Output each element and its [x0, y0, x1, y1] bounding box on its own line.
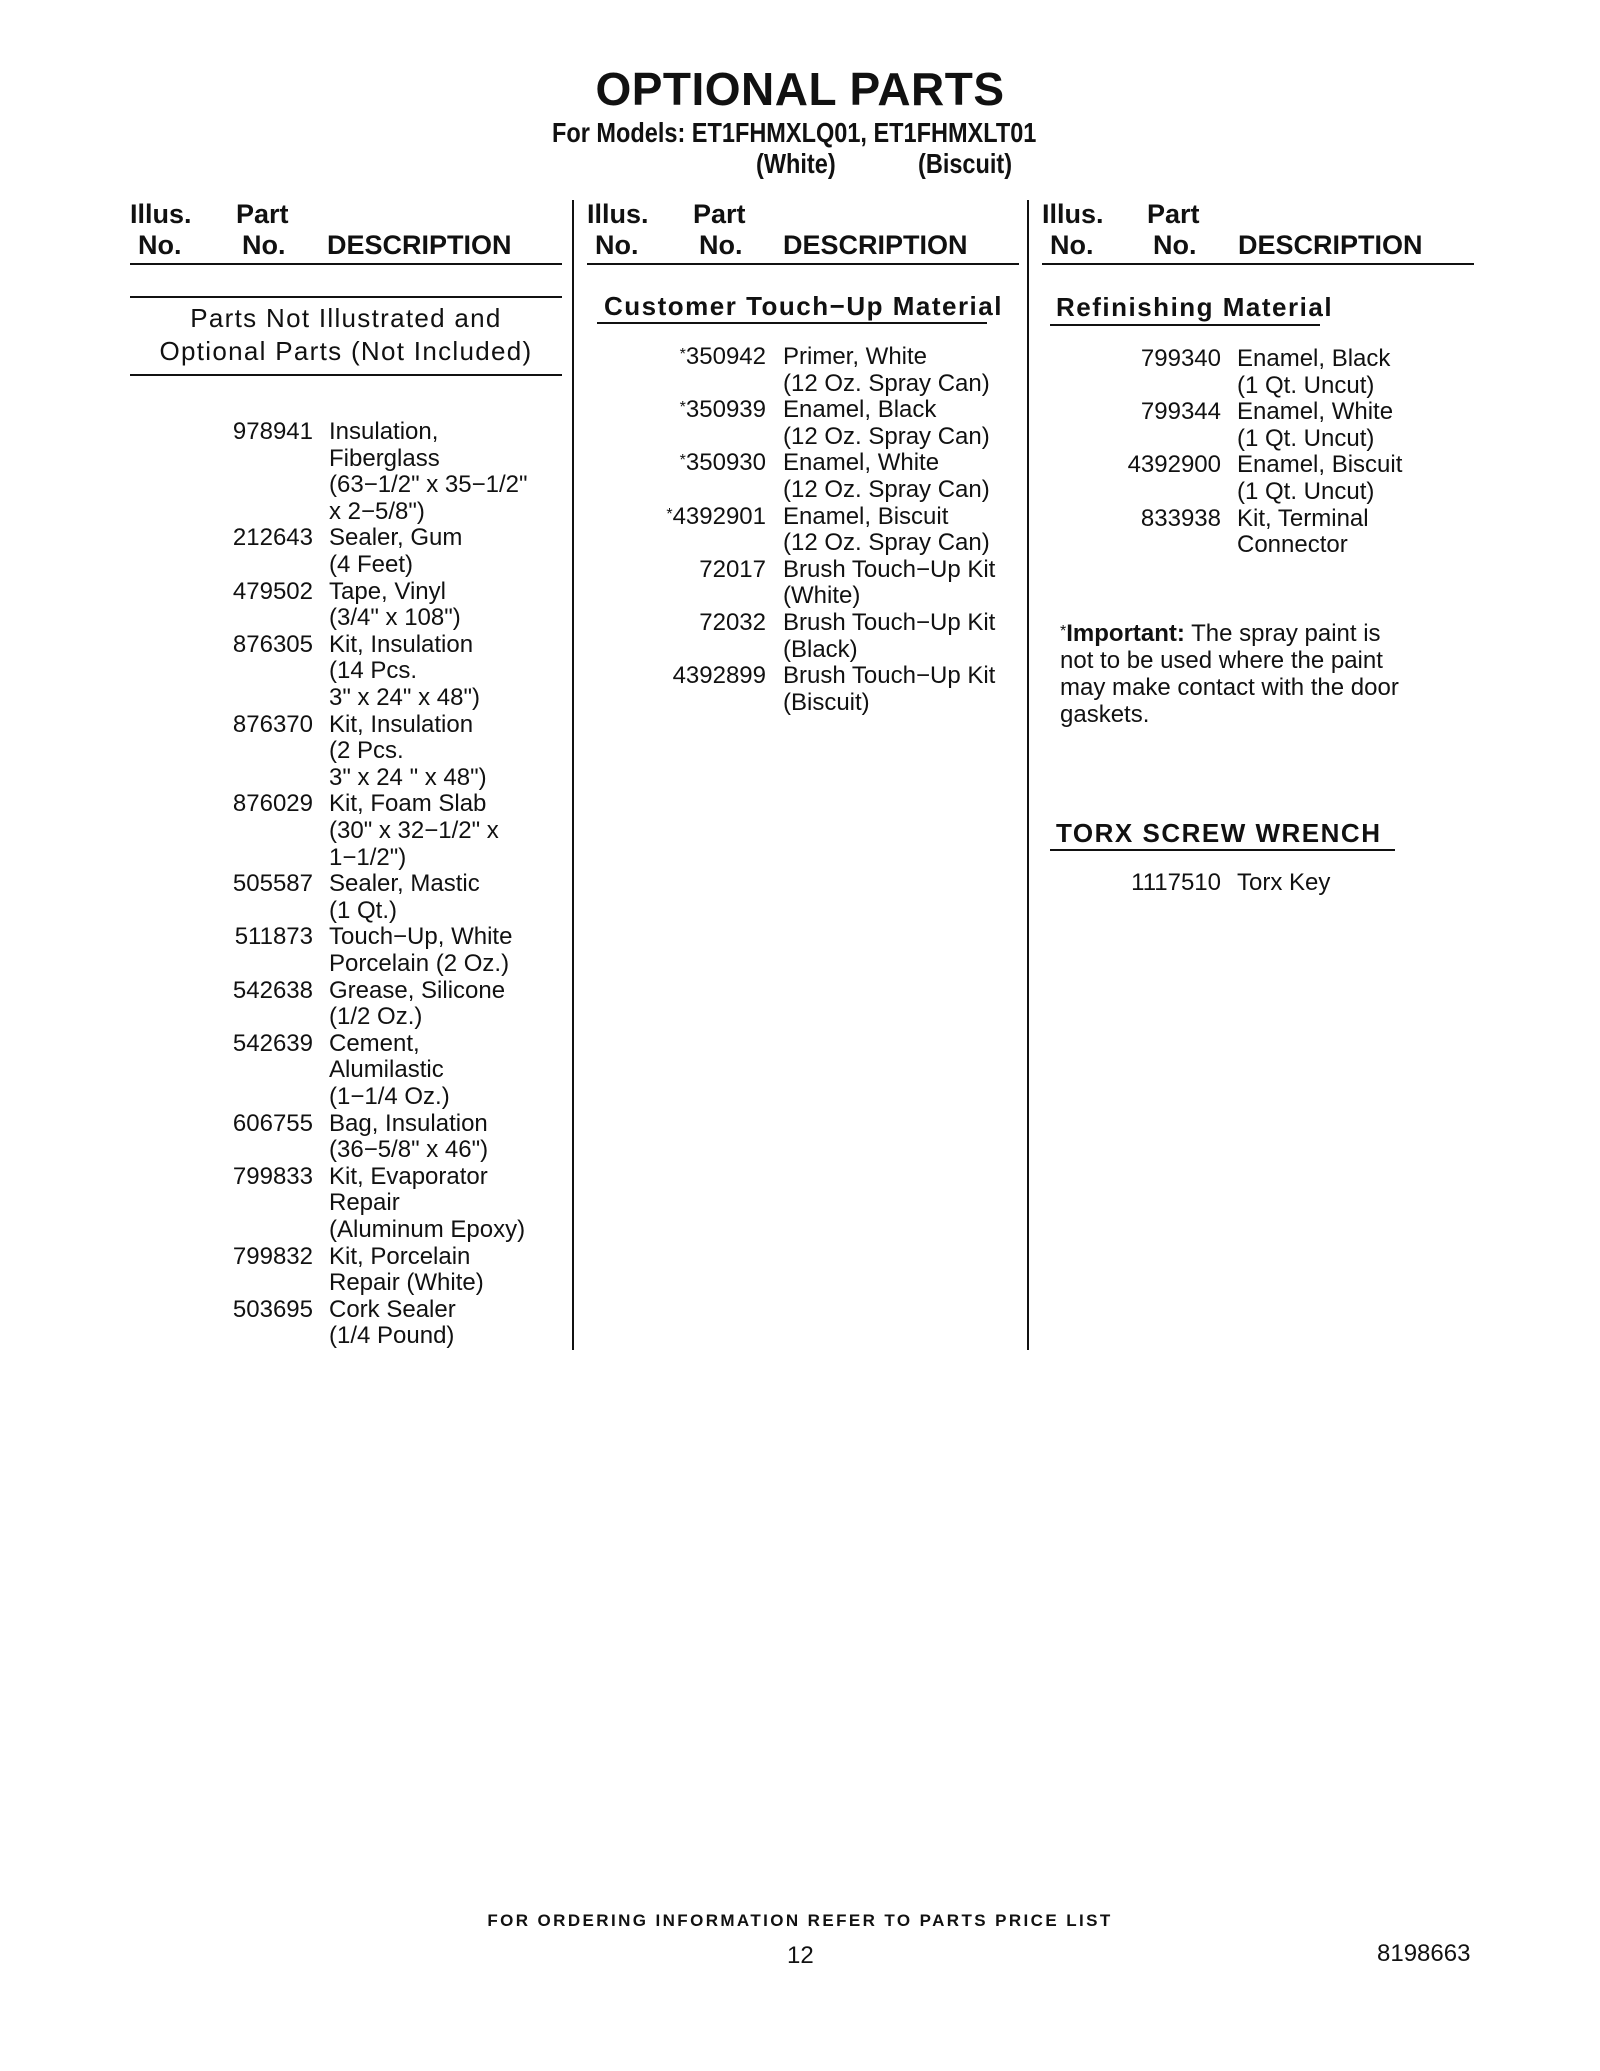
column-separator-1 [572, 200, 574, 1350]
part-description: Enamel, Black (1 Qt. Uncut) [1237, 345, 1391, 399]
part-number [1061, 399, 1221, 426]
part-description: Insulation, Fiberglass (63−1/2" x 35−1/2" x 2−5/8") [329, 418, 528, 525]
part-number [153, 525, 313, 552]
part-number [606, 397, 766, 424]
part-number-text: 72032 [699, 609, 766, 636]
asterisk-marker: * [666, 505, 673, 523]
color-white-label: (White) [756, 148, 836, 179]
part-description: Sealer, Gum (4 Feet) [329, 524, 463, 578]
note-text: The spray paint is not to be used where the paint may make contact with the door gaskets. [1060, 620, 1399, 728]
page-number: 12 [787, 1942, 814, 1969]
part-number-text: 212643 [232, 524, 313, 552]
part-number-text: 511873 [234, 923, 313, 951]
col2-partno-header: No. [699, 230, 743, 260]
part-description: Tape, Vinyl (3/4" x 108") [329, 577, 461, 632]
part-number [153, 978, 313, 1005]
col1-partno-header: No. [242, 230, 286, 260]
torx-section-rule [1050, 849, 1395, 851]
col2-header-rule [587, 263, 1019, 265]
part-number-text: 503695 [232, 1295, 313, 1323]
part-number-text: 4392901 [672, 502, 766, 530]
col2-part-header: Part [693, 199, 746, 229]
models-line: For Models: ET1FHMXLQ01, ET1FHMXLT01 [552, 117, 1037, 148]
part-number [153, 924, 313, 951]
part-number-text: 799832 [232, 1242, 313, 1270]
part-description: Primer, White (12 Oz. Spray Can) [783, 343, 990, 397]
part-number [153, 579, 313, 606]
part-number-text: 606755 [232, 1109, 313, 1137]
part-number [606, 663, 766, 690]
part-number-text: 799340 [1140, 345, 1221, 372]
col2-illus-header: Illus. [587, 199, 649, 229]
part-description: Cement, Alumilastic (1−1/4 Oz.) [329, 1029, 450, 1110]
part-description: Brush Touch−Up Kit (Biscuit) [783, 662, 996, 716]
part-number-text: 4392900 [1127, 451, 1221, 479]
part-number-text: 833938 [1140, 504, 1221, 532]
page-title: OPTIONAL PARTS [595, 63, 1005, 115]
col3-section-rule [1050, 324, 1320, 326]
part-description: Enamel, White (12 Oz. Spray Can) [783, 449, 990, 503]
part-number [606, 450, 766, 477]
part-number [153, 1164, 313, 1191]
part-number-text: 542639 [232, 1029, 313, 1057]
part-number [153, 871, 313, 898]
document-number: 8198663 [1377, 1940, 1471, 1967]
part-number-text: 350942 [685, 343, 766, 370]
asterisk-marker: * [679, 399, 686, 417]
part-description: Kit, Insulation (2 Pcs. 3" x 24 " x 48") [329, 710, 487, 791]
part-number [153, 712, 313, 739]
part-description: Kit, Porcelain Repair (White) [329, 1242, 484, 1297]
part-number [153, 1031, 313, 1058]
part-description: Enamel, Biscuit (12 Oz. Spray Can) [783, 502, 990, 557]
color-biscuit-label: (Biscuit) [918, 148, 1013, 179]
part-number-text: 876370 [232, 710, 313, 738]
part-description: Kit, Insulation (14 Pcs. 3" x 24" x 48") [329, 630, 480, 711]
part-number [1061, 506, 1221, 533]
col1-description-header: DESCRIPTION [327, 230, 512, 260]
part-number-text: 542638 [232, 976, 313, 1004]
part-description: Brush Touch−Up Kit (Black) [783, 609, 996, 663]
col2-section-title: Customer Touch−Up Material [604, 291, 1003, 321]
part-number-text: 479502 [232, 577, 313, 605]
torx-section-title: TORX SCREW WRENCH [1056, 818, 1382, 848]
part-description: Touch−Up, White Porcelain (2 Oz.) [329, 923, 513, 977]
part-description: Bag, Insulation (36−5/8" x 46") [329, 1109, 489, 1164]
part-number-text: 4392899 [672, 662, 766, 690]
col1-section-title-line1: Parts Not Illustrated and [190, 303, 502, 333]
col3-illus-header: Illus. [1042, 199, 1104, 229]
part-description: Kit, Foam Slab (30" x 32−1/2" x 1−1/2") [329, 790, 499, 871]
part-number-text: 350930 [685, 449, 766, 477]
ordering-info: FOR ORDERING INFORMATION REFER TO PARTS PRICE LIST [487, 1911, 1113, 1930]
part-number [153, 1297, 313, 1324]
part-number-text: 1117510 [1131, 869, 1221, 896]
part-number-text: 350939 [685, 396, 766, 424]
part-number-text: 505587 [232, 870, 313, 898]
part-number [606, 504, 766, 531]
col2-description-header: DESCRIPTION [783, 230, 968, 260]
col3-part-header: Part [1147, 199, 1200, 229]
part-number-text: 799833 [232, 1162, 313, 1190]
part-description: Enamel, White (1 Qt. Uncut) [1237, 398, 1394, 452]
asterisk-marker: * [679, 452, 686, 470]
part-number [606, 344, 766, 371]
col3-no-header: No. [1050, 230, 1094, 260]
col2-no-header: No. [595, 230, 639, 260]
part-number [1061, 452, 1221, 479]
part-number-text: 799344 [1140, 398, 1221, 426]
part-number [606, 557, 766, 584]
note-asterisk: * [1060, 623, 1067, 640]
part-number-text: 876305 [232, 630, 313, 658]
col1-no-header: No. [138, 230, 182, 260]
asterisk-marker: * [679, 346, 686, 363]
part-description: Grease, Silicone (1/2 Oz.) [329, 976, 506, 1031]
col3-description-header: DESCRIPTION [1238, 230, 1423, 260]
part-number-text: 72017 [699, 555, 766, 583]
col1-section-rule-bottom [130, 374, 562, 376]
part-description: Torx Key [1237, 869, 1331, 896]
col1-section-rule-top [130, 296, 562, 298]
col3-header-rule [1042, 263, 1474, 265]
col1-header-rule [130, 263, 562, 265]
part-number [153, 1244, 313, 1271]
column-separator-2 [1027, 200, 1029, 1350]
part-description: Enamel, Biscuit (1 Qt. Uncut) [1237, 451, 1403, 505]
col1-illus-header: Illus. [130, 199, 192, 229]
part-number [1061, 870, 1221, 897]
note-bold-label: Important: [1066, 620, 1185, 647]
part-description: Sealer, Mastic (1 Qt.) [329, 870, 480, 924]
part-number [153, 419, 313, 446]
col3-partno-header: No. [1153, 230, 1197, 260]
part-number-text: 876029 [232, 790, 313, 818]
part-description: Brush Touch−Up Kit (White) [783, 555, 996, 610]
col1-section-title-line2: Optional Parts (Not Included) [159, 336, 533, 366]
part-description: Kit, Terminal Connector [1237, 504, 1369, 559]
part-description: Cork Sealer (1/4 Pound) [329, 1295, 456, 1350]
part-number [153, 791, 313, 818]
col3-section-title: Refinishing Material [1056, 292, 1334, 322]
col2-section-rule [597, 322, 987, 324]
part-description: Kit, Evaporator Repair (Aluminum Epoxy) [329, 1162, 526, 1243]
part-number [153, 1111, 313, 1138]
part-number [606, 610, 766, 637]
important-note [1060, 620, 1480, 728]
part-number [1061, 346, 1221, 373]
part-number [153, 632, 313, 659]
col1-part-header: Part [236, 199, 289, 229]
part-number-text: 978941 [232, 418, 313, 445]
part-description: Enamel, Black (12 Oz. Spray Can) [783, 396, 990, 450]
